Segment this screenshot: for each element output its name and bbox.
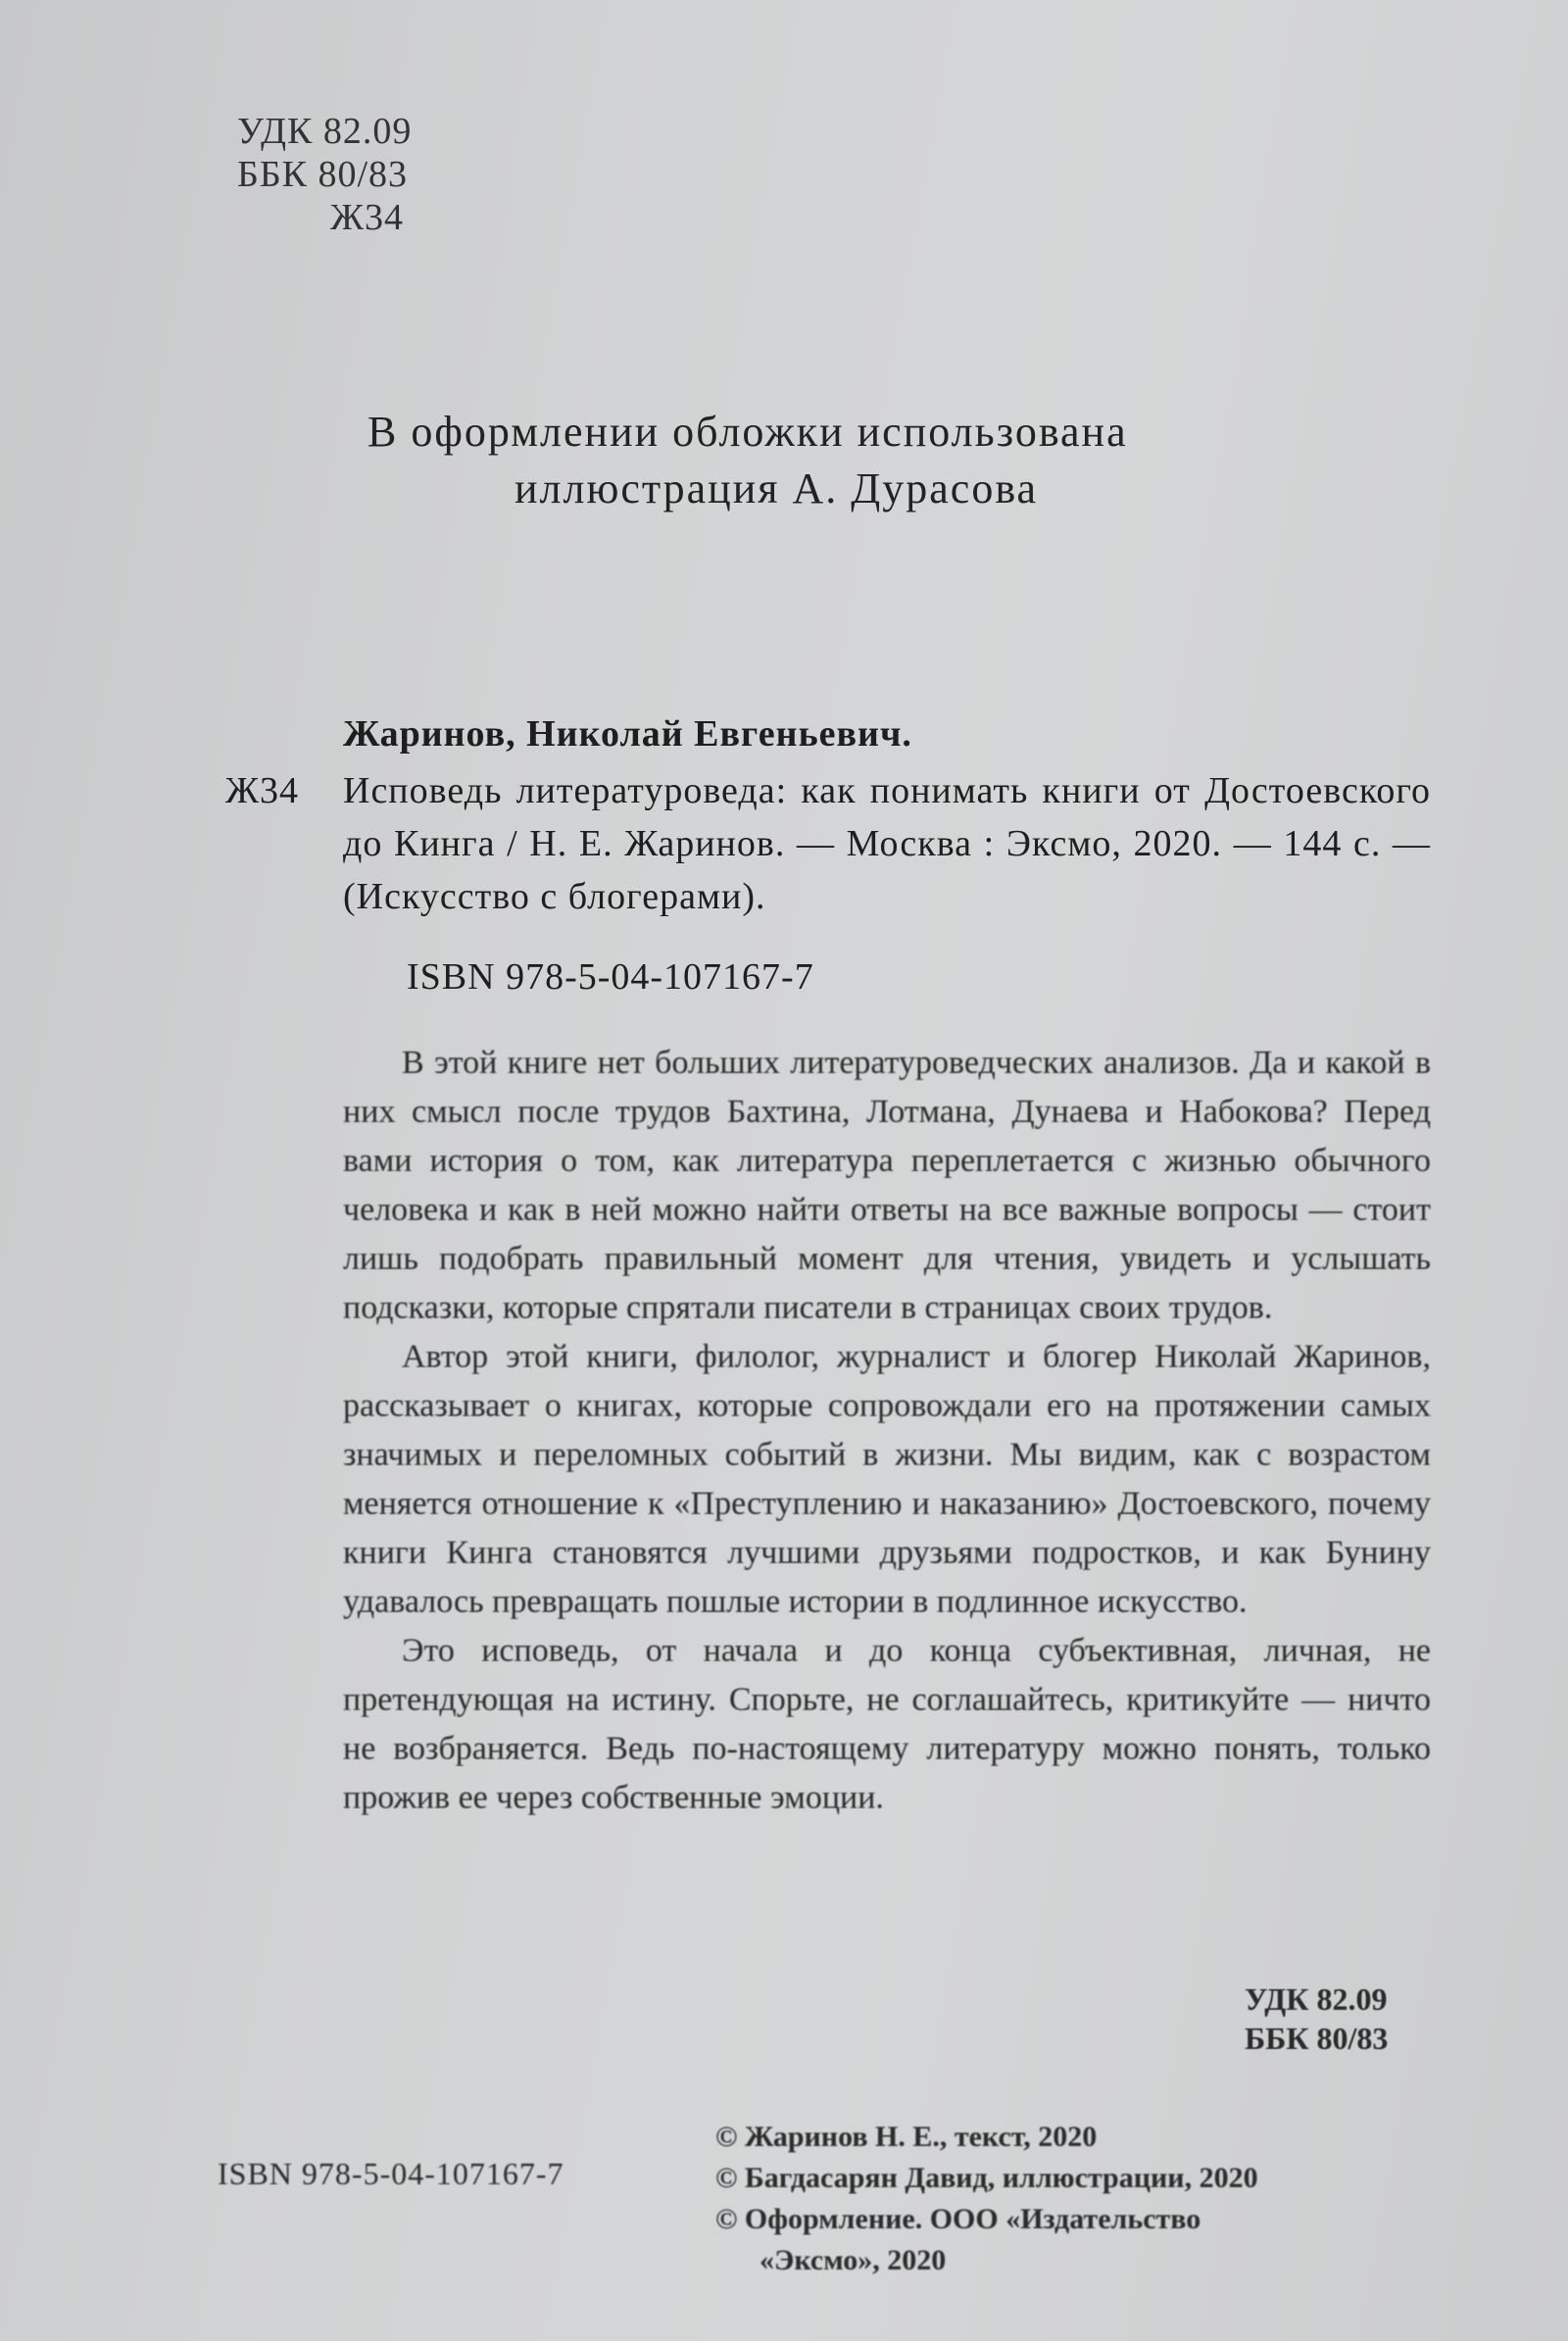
annotation-paragraph-1: В этой книге нет больших литературоведческих анализов. Да и какой в них смысл после трудов Бахтина, Лотмана, Дунаева и Набокова? Перед вами история о том, как литература переплетается с жизнью обычного человека и как в ней можно найти ответы на все важные вопросы — стоит лишь подобрать правильный момент для чтения, увидеть и услышать подсказки, которые спрятали писатели в страницах своих трудов.: [343, 1045, 1431, 1326]
copyright-illustrations: © Багдасарян Давид, иллюстрации, 2020: [715, 2162, 1258, 2194]
annotation-paragraph-2: Автор этой книги, филолог, журналист и блогер Николай Жаринов, рассказывает о книгах, которые сопровождали его на протяжении самых значимых и переломных событий в жизни. Мы видим, как с возрастом меняется отношение к «Преступлению и наказанию» Достоевского, почему книги Кинга становятся лучшими друзьями подростков, и как Бунину удавалось превращать пошлые истории в подлинное искусство.: [343, 1339, 1431, 1620]
author-mark: Ж34: [330, 197, 405, 238]
annotation-paragraph-3: Это исповедь, от начала и до конца субъективная, личная, не претендующая на истину. Спорьте, не соглашайтесь, критикуйте — ничто не возбраняется. Ведь по-настоящему литературу можно понять, только прожив ее через собственные эмоции.: [343, 1633, 1431, 1816]
bbk-code: ББК 80/83: [237, 154, 409, 195]
copyright-text: © Жаринов Н. Е., текст, 2020: [715, 2121, 1098, 2153]
author-heading: Жаринов, Николай Евгеньевич.: [343, 713, 912, 755]
isbn-bottom: ISBN 978-5-04-107167-7: [218, 2156, 564, 2191]
bibliographic-record: [225, 707, 1431, 1823]
copyright-design: © Оформление. ООО «Издательство: [715, 2203, 1201, 2235]
classification-repeat: [1245, 1979, 1388, 2058]
bbk-code-repeat: ББК 80/83: [1245, 2021, 1389, 2056]
bibliographic-entry: [225, 764, 1431, 923]
udk-code: УДК 82.09: [237, 111, 413, 152]
annotation: [225, 1039, 1431, 1823]
isbn-line: ISBN 978-5-04-107167-7: [407, 956, 814, 998]
cover-credit-line-2: иллюстрация А. Дурасова: [514, 464, 1039, 512]
copyright-block: [715, 2117, 1401, 2281]
copyright-design-cont: «Эксмо», 2020: [760, 2244, 947, 2276]
classification-block: [237, 110, 412, 239]
cover-credit: [368, 404, 1308, 517]
entry-text: Исповедь литературоведа: как понимать книги от Достоевского до Кинга / Н. Е. Жаринов. — Москва : Эксмо, 2020. — 144 с. — (Искусство с блогерами).: [343, 770, 1431, 917]
cover-credit-line-1: В оформлении обложки использована: [368, 408, 1128, 456]
udk-code-repeat: УДК 82.09: [1245, 1981, 1388, 2017]
entry-code: Ж34: [225, 770, 300, 811]
